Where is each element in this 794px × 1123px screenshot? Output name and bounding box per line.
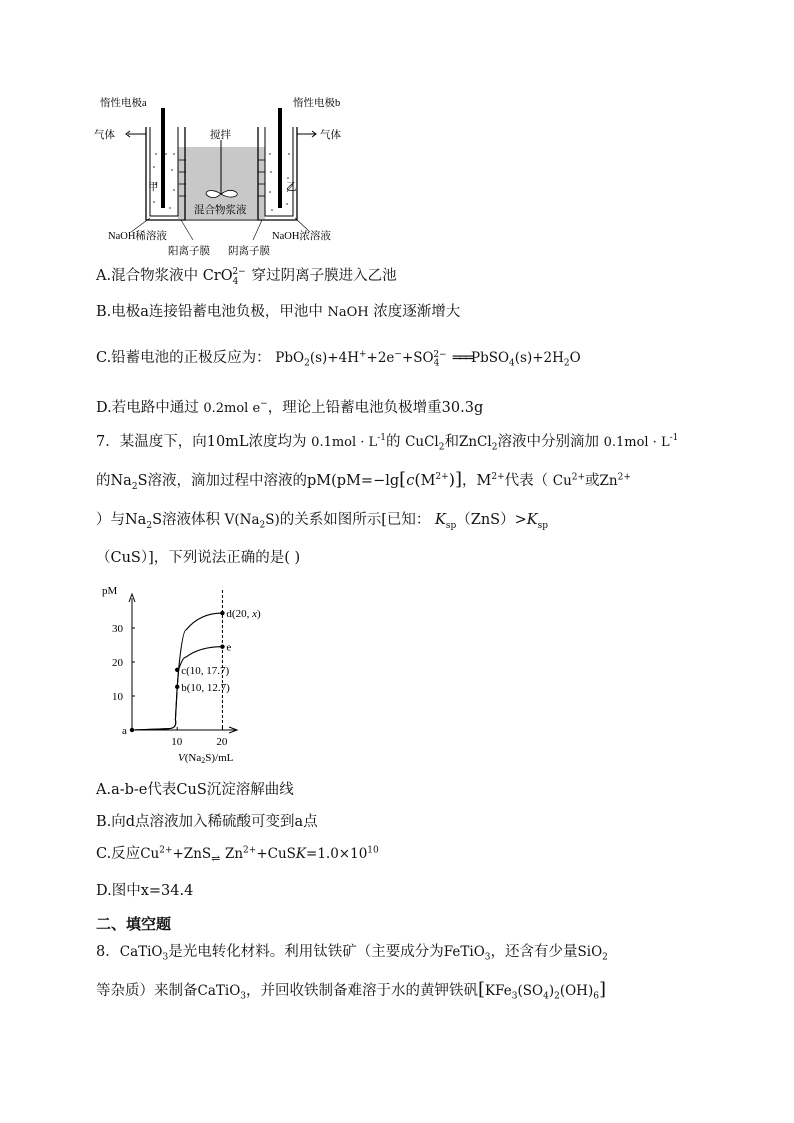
y-tick-label: 10 — [112, 691, 123, 703]
point-label-c: c(10, 17.7) — [181, 664, 230, 677]
point-label-e: e — [226, 641, 232, 654]
q7-option-b: B.向d点溶液加入稀硫酸可变到a点 — [96, 814, 318, 830]
y-tick-label: 20 — [112, 657, 123, 669]
q6-option-d: D.若电路中通过 0.2mol e−，理论上铅蓄电池负极增重30.3g — [96, 399, 484, 416]
x-axis-label: V(Na2S)/mL — [178, 752, 234, 765]
gas-left-label: 气体 — [94, 130, 115, 141]
pm-volume-chart — [96, 580, 286, 770]
cation-membrane-label: 阳离子膜 — [168, 246, 210, 256]
naoh-conc-label: NaOH浓溶液 — [272, 231, 331, 242]
q6-option-c: C.铅蓄电池的正极反应为： $PbO_2(s)+4H^++2e^-+SO_4^{2-}$ $═══PbSO_4(s)+2H_2O$ — [96, 349, 581, 369]
anion-membrane-label: 阴离子膜 — [228, 246, 270, 256]
q6-option-a: A.混合物浆液中 CrO$_4^{2-}$ 穿过阴离子膜进入乙池 — [96, 267, 397, 287]
point-label-a: a — [122, 725, 127, 737]
point-c — [175, 668, 179, 672]
point-d — [220, 611, 224, 615]
y-axis-label: pM — [102, 585, 118, 597]
electrode-b — [278, 108, 282, 208]
jia-label: 甲 — [148, 182, 159, 193]
q7-line-4: （CuS）]，下列说法正确的是( ) — [96, 550, 301, 566]
chromate-formula: CrO$_4^{2-}$ — [202, 267, 246, 287]
electrode-a — [161, 108, 165, 208]
electrolysis-diagram — [90, 92, 350, 256]
q8-line-1: 8．CaTiO$_3$是光电转化材料。利用钛铁矿（主要成分为FeTiO$_3$，还含有少量SiO$_2$ — [96, 944, 608, 963]
point-label-b: b(10, 12.7) — [181, 681, 230, 694]
x-tick-label: 10 — [171, 736, 183, 748]
point-label-d: d(20, x) — [226, 608, 261, 621]
q7-option-c: C.反应$Cu^{2+}+ZnS_\rightleftharpoons$ $Zn^{2+}+CuSK=1.0\times 10^{10}$ — [96, 845, 379, 865]
q8-line-2: 等杂质）来制备CaTiO$_3$，并回收铁制备难溶于水的黄钾铁矾$[KFe_3(SO_4)_2(OH)_6]$ — [96, 979, 606, 1002]
q7-option-a: A.a-b-e代表CuS沉淀溶解曲线 — [96, 782, 294, 798]
y-tick-label: 30 — [112, 623, 123, 635]
q7-line-1: 7．某温度下，向10mL浓度均为 $0.1mol \cdot L^{-1}$的 CuCl$_2$和ZnCl$_2$溶液中分别滴加 $0.1mol \cdot L^{-1}$ — [96, 433, 679, 453]
cucl2-formula: CuCl$_2$ — [405, 434, 445, 453]
zncl2-formula: ZnCl$_2$ — [458, 434, 498, 453]
x-tick-label: 20 — [216, 736, 228, 748]
point-b — [175, 685, 179, 689]
q6-option-b: B.电极a连接铅蓄电池负极，甲池中 NaOH 浓度逐渐增大 — [96, 304, 461, 320]
cathode-equation: $PbO_2(s)+4H^++2e^-+SO_4^{2-}$ $═══PbSO_4(s)+2H_2O$ — [275, 349, 581, 369]
point-a — [130, 728, 134, 732]
yi-label: 乙 — [286, 182, 297, 193]
q7-option-d: D.图中x=34.4 — [96, 883, 194, 899]
slurry-label: 混合物浆液 — [194, 205, 247, 216]
stir-label: 搅拌 — [210, 130, 231, 141]
point-e — [220, 645, 224, 649]
q7-line-2: 的$Na_2S$溶液，滴加过程中溶液的$pM(pM=-\lg[c(M^{2+})]$，$M^{2+}$代表（ $Cu^{2+}$或$Zn^{2+}$ — [96, 469, 631, 492]
q7-line-3: ）与$Na_2S$溶液体积 $V(Na_2S)$的关系如图所示[已知： $K_{sp}(ZnS)>K_{sp}$ — [96, 512, 548, 531]
electrode-b-label: 惰性电极b — [293, 98, 341, 109]
naoh-dilute-label: NaOH稀溶液 — [108, 231, 167, 242]
electrode-a-label: 惰性电极a — [100, 98, 147, 109]
section-title: 二、填空题 — [96, 915, 172, 933]
gas-right-label: 气体 — [320, 130, 341, 141]
